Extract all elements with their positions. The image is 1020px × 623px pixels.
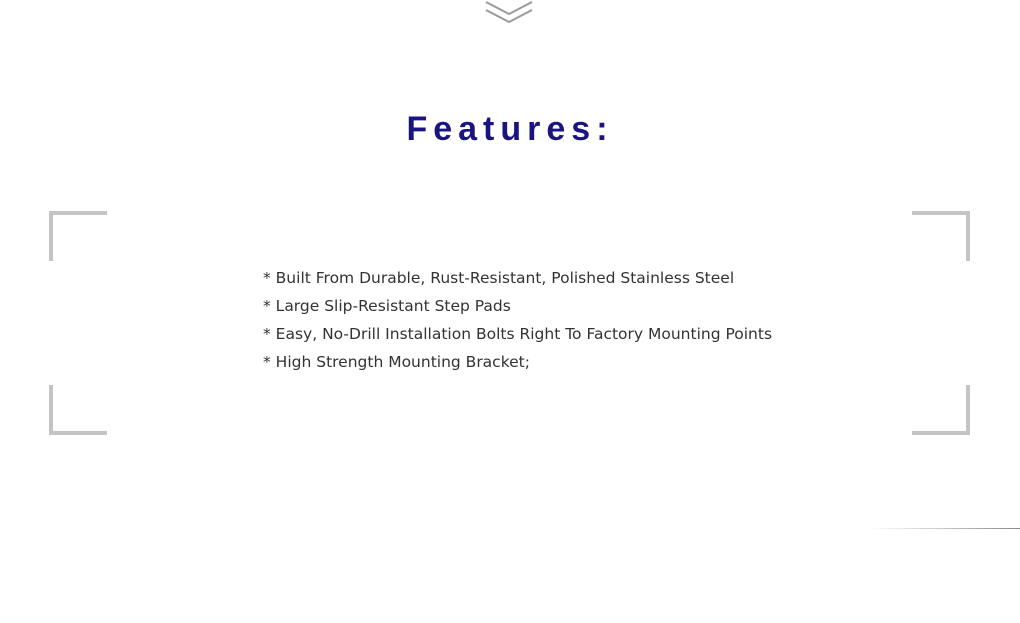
features-heading: Features: xyxy=(406,110,614,148)
frame-corner-bottom-left xyxy=(49,385,107,435)
feature-item: * High Strength Mounting Bracket; xyxy=(263,353,530,371)
double-chevron-down-icon[interactable] xyxy=(484,0,534,26)
frame-corner-bottom-right xyxy=(912,385,970,435)
frame-corner-top-left xyxy=(49,211,107,261)
feature-item: * Easy, No-Drill Installation Bolts Right To Factory Mounting Points xyxy=(263,325,773,343)
feature-item: * Large Slip-Resistant Step Pads xyxy=(263,297,511,315)
frame-corner-top-right xyxy=(912,211,970,261)
decorative-divider xyxy=(870,528,1020,529)
features-list xyxy=(263,264,772,376)
feature-item: * Built From Durable, Rust-Resistant, Polished Stainless Steel xyxy=(263,269,735,287)
